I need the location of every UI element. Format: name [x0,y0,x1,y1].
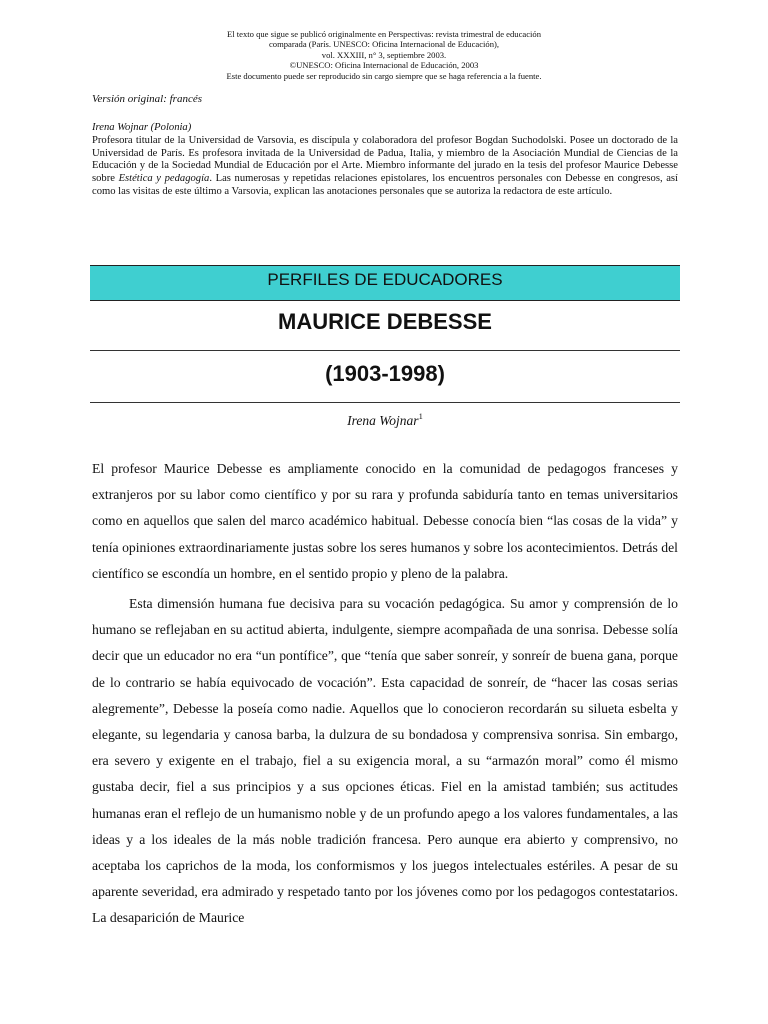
author-bio-name: Irena Wojnar (Polonia) [92,122,192,133]
body-paragraph: Esta dimensión humana fue decisiva para su vocación pedagógica. Su amor y comprensión de lo humano se reflejaban en su actitud abierta, indulgente, siempre acompañada de una sonrisa. Debesse solía decir que un educador no era “un pontífice”, que “tenía que saber sonreír, y sonreír de buena gana, porque de lo contrario se había equivocado de vocación”. Esta capacidad de sonreír, de “hacer las cosas serias alegremente”, Debesse la poseía como nadie. Aquellos que lo conocieron recordarán su silueta esbelta y elegante, su legendaria y canosa barba, la dulzura de su bondadosa y comprensiva sonrisa. Sin embargo, era severo y exigente en el trabajo, fiel a su exigencia moral, a su “armazón moral” como él mismo gustaba decir, fiel a sus principios y a sus opciones éticas. Fiel en la amistad también; sus actitudes humanas eran el reflejo de un humanismo noble y de un profundo apego a los valores fundamentales, a las ideas y a los ideales de la más noble tradición francesa. Pero aunque era abierto y comprensivo, no aceptaba los caprichos de la moda, los conformismos y los juegos intelectuales estériles. A pesar de su aparente severidad, era admirado y respetado tanto por los jóvenes como por los pedagogos contestatarios. La desaparición de Maurice [92,596,678,926]
publication-note-line: vol. XXXIII, n° 3, septiembre 2003. [321,49,447,60]
footnote-marker[interactable]: 1 [418,411,423,421]
author-bio-text-part: . Las numerosas y repetidas relaciones epistolares, los encuentros personales con Debesse en congresos, así como las visitas de este último a Varsovia, explican las anotaciones personales que se autoriza la redactora de este artículo. [92,173,678,197]
page-subtitle-years: (1903-1998) [325,361,445,386]
body-paragraph: El profesor Maurice Debesse es ampliamente conocido en la comunidad de pedagogos franceses y extranjeros por su labor como científico y por su rara y profunda sabiduría tanto en temas universitarios como en aquellos que salen del marco académico habitual. Debesse conocía bien “las cosas de la vida” y tenía opiniones extraordinariamente justas sobre los seres humanos y sobre los acontecimientos. Detrás del científico se escondía un hombre, en el sentido propio y pleno de la palabra. [92,461,678,581]
author-bio-thesis-title: Estética y pedagogía [118,173,210,185]
divider [90,402,680,403]
original-version-note: Versión original: francés [92,93,202,105]
article-body [92,456,678,932]
section-banner-label: PERFILES DE EDUCADORES [267,270,503,289]
publication-note-line: El texto que sigue se publicó originalmente en Perspectivas: revista trimestral de educación [226,29,542,39]
publication-note-line: Este documento puede ser reproducido sin cargo siempre que se haga referencia a la fuente. [226,70,542,81]
byline-author: Irena Wojnar [347,413,419,428]
byline [90,411,680,429]
publication-note [150,29,618,81]
publication-note-line: ©UNESCO: Oficina Internacional de Educación, 2003 [289,60,479,71]
author-bio-text-part: Profesora titular de la Universidad de Varsovia, es discípula y colaboradora del profesor Bogdan Suchodolski. Posee un doctorado de la Universidad de París. Es profesora invitada de la Universidad de Padua, Italia, y miembro de la Asociación Mundial de Ciencias de la Educación y de la Sociedad Mundial de Educación por el Arte. Miembro informante del jurado en la tesis del profesor Maurice Debesse sobre [92,134,678,185]
section-banner [90,265,680,301]
divider [90,350,680,351]
author-bio [92,122,678,199]
publication-note-line: comparada (París. UNESCO: Oficina Internacional de Educación), [268,39,500,50]
page-title: MAURICE DEBESSE [278,309,492,334]
author-bio-text [92,135,678,199]
